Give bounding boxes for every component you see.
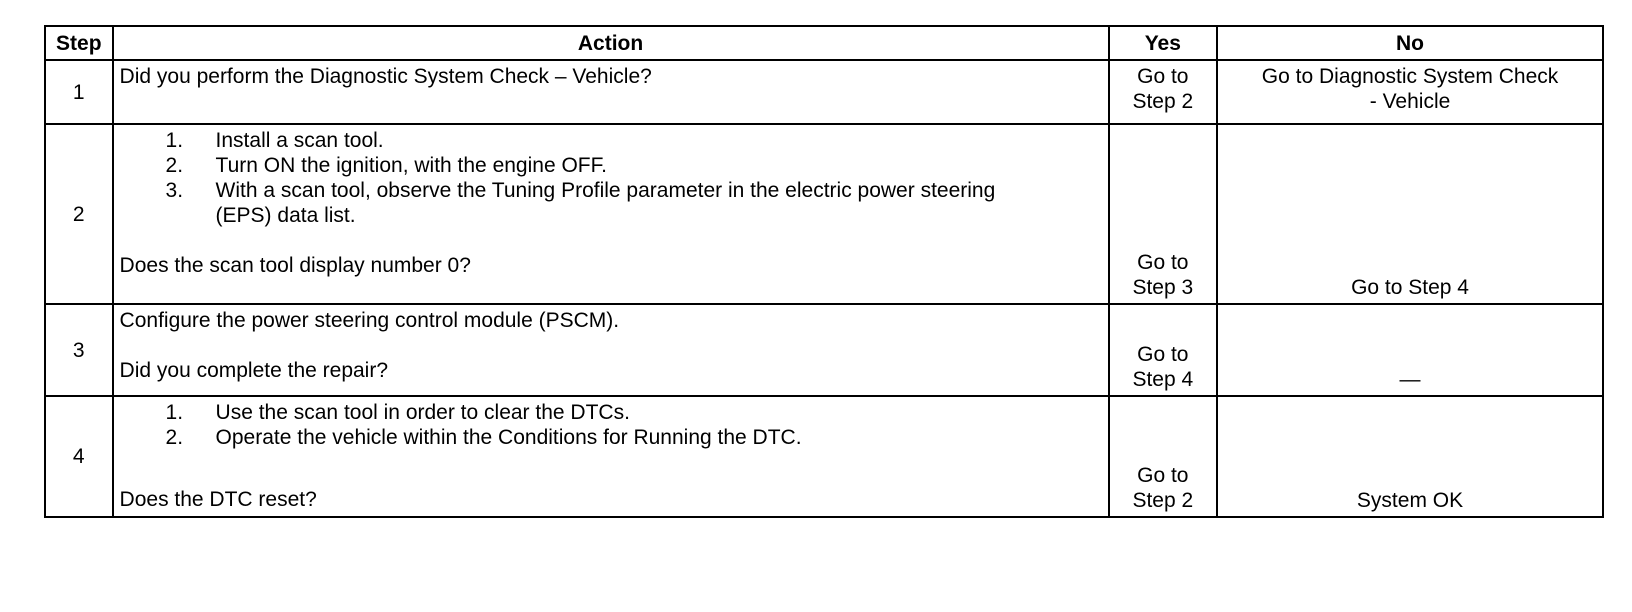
substep-text: Install a scan tool. — [215, 129, 384, 152]
action-cell — [113, 396, 1109, 517]
header-action: Action — [113, 26, 1109, 60]
substep-list — [120, 400, 1102, 450]
action-text: Configure the power steering control module (PSCM). — [119, 309, 620, 332]
yes-line-2: Step 2 — [1132, 489, 1194, 512]
yes-line-2: Step 3 — [1132, 276, 1194, 299]
table-row-step-4 — [45, 396, 1603, 517]
yes-line-1: Go to — [1137, 251, 1189, 274]
table-row-step-2 — [45, 124, 1603, 304]
yes-cell — [1109, 304, 1218, 396]
substep-item — [120, 128, 1102, 153]
header-yes: Yes — [1109, 26, 1218, 60]
substep-list — [120, 128, 1102, 228]
yes-line-1: Go to — [1137, 343, 1189, 366]
yes-cell — [1109, 124, 1218, 304]
action-cell — [113, 304, 1109, 396]
substep-item — [120, 153, 1102, 178]
step-number: 2 — [45, 124, 113, 304]
yes-line-1: Go to — [1137, 464, 1189, 487]
substep-item — [120, 425, 1102, 450]
table-row-step-1 — [45, 60, 1603, 124]
yes-cell — [1109, 60, 1218, 124]
substep-item — [120, 400, 1102, 425]
no-line-2: - Vehicle — [1369, 90, 1451, 113]
header-step: Step — [45, 26, 113, 60]
yes-cell — [1109, 396, 1218, 517]
step-number: 1 — [45, 60, 113, 124]
question-text: Does the DTC reset? — [119, 488, 317, 511]
no-cell: — — [1217, 304, 1603, 396]
yes-line-1: Go to — [1137, 65, 1189, 88]
substep-number: 1. — [165, 129, 184, 152]
action-cell — [113, 60, 1109, 124]
table-header-row — [45, 26, 1603, 60]
yes-line-2: Step 4 — [1132, 368, 1194, 391]
substep-number: 1. — [165, 401, 184, 424]
action-cell — [113, 124, 1109, 304]
no-cell: Go to Step 4 — [1217, 124, 1603, 304]
question-text: Did you complete the repair? — [119, 359, 389, 382]
header-no: No — [1217, 26, 1603, 60]
table-row-step-3 — [45, 304, 1603, 396]
substep-number: 2. — [165, 154, 184, 177]
diagnostic-table — [44, 25, 1604, 518]
substep-number: 3. — [165, 179, 184, 202]
no-cell — [1217, 60, 1603, 124]
substep-item — [120, 178, 1102, 228]
action-text: Did you perform the Diagnostic System Check – Vehicle? — [119, 65, 652, 88]
step-number: 3 — [45, 304, 113, 396]
no-cell: System OK — [1217, 396, 1603, 517]
substep-text: Operate the vehicle within the Conditions for Running the DTC. — [215, 426, 802, 449]
step-number: 4 — [45, 396, 113, 517]
substep-text: Turn ON the ignition, with the engine OFF. — [215, 154, 607, 177]
question-text: Does the scan tool display number 0? — [119, 254, 471, 277]
substep-text: With a scan tool, observe the Tuning Profile parameter in the electric power steering (EPS) data list. — [215, 179, 996, 227]
substep-number: 2. — [165, 426, 184, 449]
yes-line-2: Step 2 — [1132, 90, 1194, 113]
no-line-1: Go to Diagnostic System Check — [1261, 65, 1559, 88]
substep-text: Use the scan tool in order to clear the DTCs. — [215, 401, 630, 424]
